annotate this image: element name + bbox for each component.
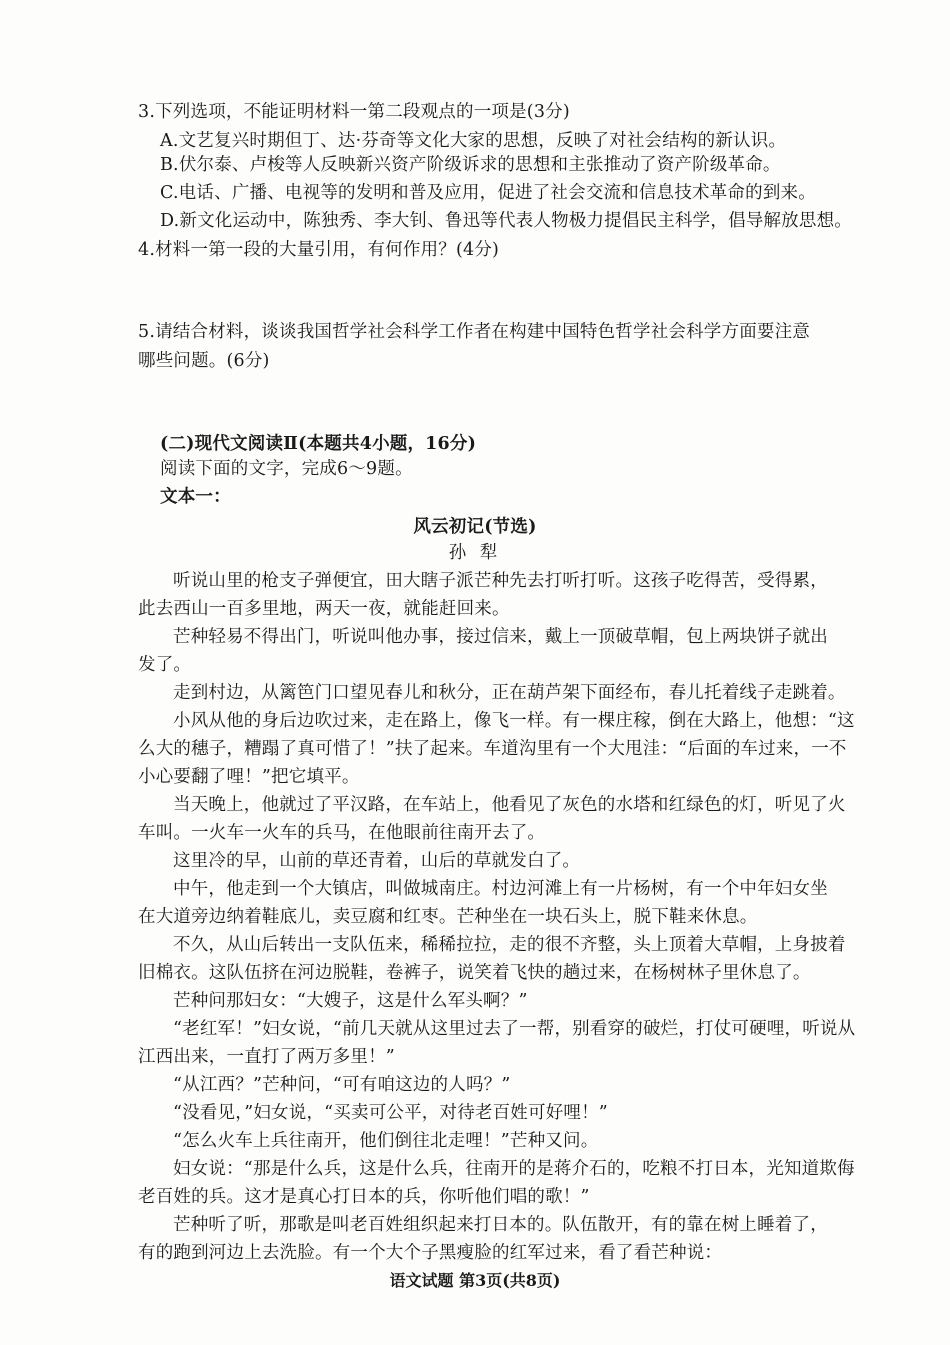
story-author: 孙 犁 bbox=[448, 543, 502, 563]
story-line: 小风从他的身后边吹过来，走在路上，像飞一样。有一棵庄稼，倒在大路上，他想：“这 bbox=[173, 711, 855, 731]
question-4-stem: 4.材料一第一段的大量引用，有何作用？(4分) bbox=[138, 240, 500, 260]
story-line: 发了。 bbox=[138, 655, 192, 675]
story-line: “老红军！”妇女说，“前几天就从这里过去了一帮，别看穿的破烂，打仗可硬哩，听说从 bbox=[173, 1019, 856, 1039]
story-line: 此去西山一百多里地，两天一夜，就能赶回来。 bbox=[138, 599, 510, 619]
story-line: 芒种问那妇女：“大嫂子，这是什么军头啊？” bbox=[173, 991, 528, 1011]
story-line: 么大的穗子，糟蹋了真可惜了！”扶了起来。车道沟里有一个大甩洼：“后面的车过来，一不 bbox=[138, 739, 847, 759]
story-line: 听说山里的枪支子弹便宜，田大瞎子派芒种先去打听打听。这孩子吃得苦，受得累， bbox=[173, 571, 828, 591]
question-3-option-d: D.新文化运动中，陈独秀、李大钊、鲁迅等代表人物极力提倡民主科学，倡导解放思想。 bbox=[160, 211, 852, 231]
question-3-stem: 3.下列选项，不能证明材料一第二段观点的一项是(3分) bbox=[138, 102, 570, 122]
text-one-label: 文本一： bbox=[160, 487, 231, 507]
story-line: 中午，他走到一个大镇店，叫做城南庄。村边河滩上有一片杨树，有一个中年妇女坐 bbox=[173, 879, 828, 899]
story-line: 在大道旁边纳着鞋底儿，卖豆腐和红枣。芒种坐在一块石头上，脱下鞋来休息。 bbox=[138, 907, 758, 927]
page-footer: 语文试题 第3页(共8页) bbox=[389, 1271, 561, 1290]
story-line: 老百姓的兵。这才是真心打日本的兵，你听他们唱的歌！” bbox=[138, 1187, 590, 1207]
story-line: 芒种听了听，那歌是叫老百姓组织起来打日本的。队伍散开，有的靠在树上睡着了， bbox=[173, 1215, 828, 1235]
question-3-option-a: A.文艺复兴时期但丁、达·芬奇等文化大家的思想，反映了对社会结构的新认识。 bbox=[160, 131, 787, 151]
story-line: 妇女说：“那是什么兵，这是什么兵，往南开的是蒋介石的，吃粮不打日本，光知道欺侮 bbox=[173, 1159, 855, 1179]
question-3-option-b: B.伏尔泰、卢梭等人反映新兴资产阶级诉求的思想和主张推动了资产阶级革命。 bbox=[160, 155, 781, 175]
story-title: 风云初记(节选) bbox=[413, 517, 537, 537]
question-3-option-c: C.电话、广播、电视等的发明和普及应用，促进了社会交流和信息技术革命的到来。 bbox=[160, 183, 816, 203]
story-line: 旧棉衣。这队伍挤在河边脱鞋，卷裤子，说笑着飞快的趟过来，在杨树林子里休息了。 bbox=[138, 963, 811, 983]
question-5-line-1: 5.请结合材料，谈谈我国哲学社会科学工作者在构建中国特色哲学社会科学方面要注意 bbox=[138, 322, 810, 342]
story-line: 江西出来，一直打了两万多里！” bbox=[138, 1047, 395, 1067]
story-line: 走到村边，从篱笆门口望见春儿和秋分，正在葫芦架下面经布，春儿托着线子走跳着。 bbox=[173, 683, 846, 703]
story-line: 芒种轻易不得出门，听说叫他办事，接过信来，戴上一顶破草帽，包上两块饼子就出 bbox=[173, 627, 828, 647]
story-line: “怎么火车上兵往南开，他们倒往北走哩！”芒种又问。 bbox=[173, 1131, 599, 1151]
question-5-line-2: 哪些问题。(6分) bbox=[138, 351, 270, 371]
story-line: 当天晚上，他就过了平汉路，在车站上，他看见了灰色的水塔和红绿色的灯，听见了火 bbox=[173, 795, 846, 815]
story-line: 不久，从山后转出一支队伍来，稀稀拉拉，走的很不齐整，头上顶着大草帽，上身披着 bbox=[173, 935, 846, 955]
story-line: 小心要翻了哩！”把它填平。 bbox=[138, 767, 360, 787]
story-line: 有的跑到河边上去洗脸。有一个大个子黑瘦脸的红军过来，看了看芒种说： bbox=[138, 1243, 723, 1263]
story-line: 这里冷的早，山前的草还青着，山后的草就发白了。 bbox=[173, 851, 581, 871]
section-heading: (二)现代文阅读Ⅱ(本题共4小题，16分) bbox=[160, 434, 477, 454]
story-line: 车叫。一火车一火车的兵马，在他眼前往南开去了。 bbox=[138, 823, 546, 843]
section-instruction: 阅读下面的文字，完成6～9题。 bbox=[160, 459, 413, 479]
story-line: “没看见，”妇女说，“买卖可公平，对待老百姓可好哩！” bbox=[173, 1103, 608, 1123]
story-line: “从江西？”芒种问，“可有咱这边的人吗？” bbox=[173, 1075, 511, 1095]
